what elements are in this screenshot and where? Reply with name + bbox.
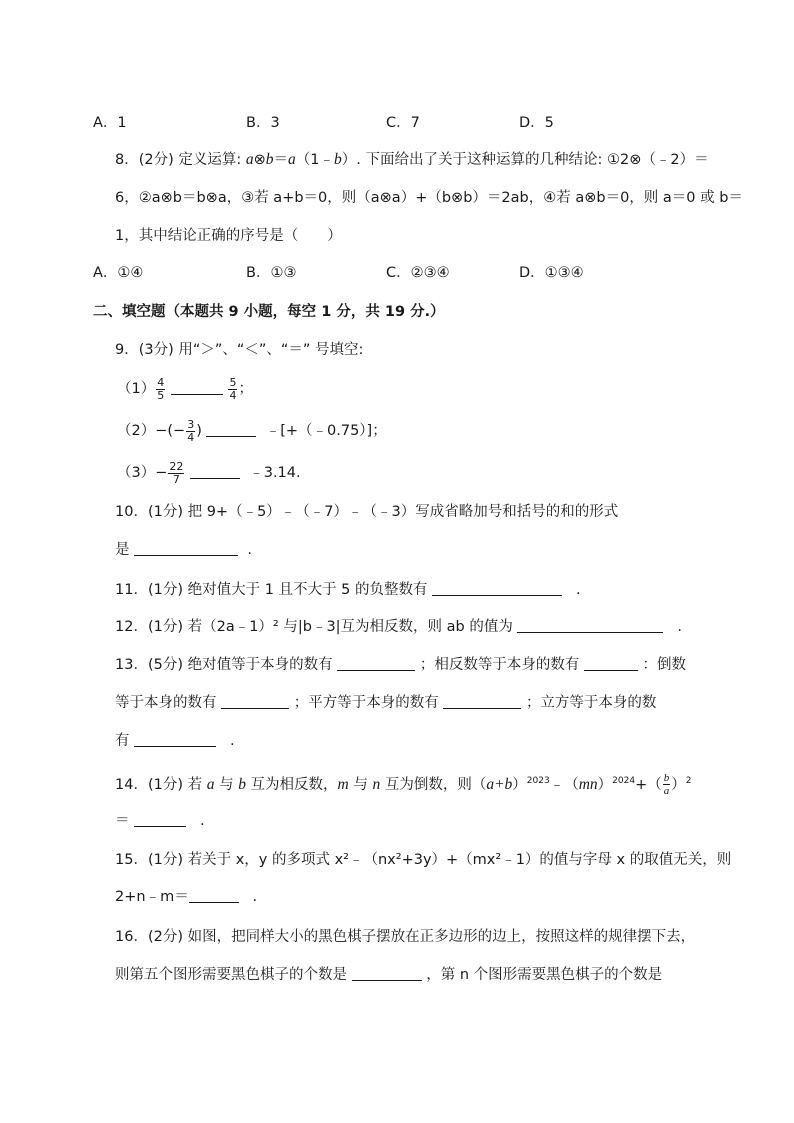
- q16-line1: 16．(2分) 如图，把同样大小的黑色棋子摆放在正多边形的边上，按照这样的规律摆下去，: [115, 929, 696, 945]
- q14-line2: ＝ .: [115, 813, 205, 829]
- q14-line1: 14．(1分) 若 a 与 b 互为相反数，m 与 n 互为倒数，则$(a+b)^{2023}﹣(mn)^{2024}+$（ $\frac{b}{a}$ ）$^2$: [115, 772, 692, 798]
- q9-part3: （3）− $\frac{22}{7}$ ﹣3.14.: [117, 459, 301, 486]
- q7-option-b: B．3: [246, 115, 280, 131]
- answer-blank[interactable]: [134, 541, 238, 556]
- q12-line: 12．(1分) 若（2a﹣1）² 与|b﹣3|互为相反数，则 ab 的值为 .: [115, 619, 682, 635]
- answer-blank[interactable]: [190, 464, 240, 479]
- fraction: $\frac{5}{4}$: [229, 375, 237, 402]
- q11-line: 11．(1分) 绝对值大于 1 且不大于 5 的负整数有 .: [115, 582, 581, 598]
- q10-line1: 10．(1分) 把 9+（﹣5）﹣（﹣7）﹣（﹣3）写成省略加号和括号的和的形式: [115, 504, 619, 520]
- q9-part2: （2）−(− $\frac{3}{4}$ ) ﹣[+（﹣0.75）]；: [117, 417, 387, 444]
- answer-blank[interactable]: [134, 732, 216, 747]
- answer-blank[interactable]: [432, 581, 562, 596]
- q15-line2: 2+n﹣m＝ .: [115, 889, 258, 905]
- q10-line2: 是 .: [115, 542, 252, 558]
- fraction: $\frac{4}{5}$: [157, 375, 165, 402]
- q8-option-a: A．①④: [93, 265, 144, 281]
- answer-blank[interactable]: [221, 694, 289, 709]
- q9-part1: （1） $\frac{4}{5}$ $\frac{5}{4}$ ；: [117, 375, 253, 402]
- q8-line2: 6，②a⊗b＝b⊗a，③若 a+b＝0，则（a⊗a）+（b⊗b）＝2ab，④若 a⊗b＝0，则 a＝0 或 b＝: [115, 190, 743, 206]
- answer-blank[interactable]: [443, 694, 521, 709]
- q7-option-a: A．1: [93, 115, 127, 131]
- answer-blank[interactable]: [517, 618, 663, 633]
- answer-blank[interactable]: [206, 422, 256, 437]
- q9-stem: 9．(3分) 用“＞”、“＜”、“＝” 号填空:: [115, 342, 364, 358]
- answer-blank[interactable]: [189, 888, 239, 903]
- q15-line1: 15．(1分) 若关于 x，y 的多项式 x²﹣（nx²+3y）+（mx²﹣1）的值与字母 x 的取值无关，则: [115, 852, 732, 868]
- q8-line3: 1，其中结论正确的序号是（ ）: [115, 228, 342, 244]
- q13-line2: 等于本身的数有 ；平方等于本身的数有 ；立方等于本身的数: [115, 695, 657, 711]
- q13-line3: 有 .: [115, 733, 235, 749]
- q8-option-c: C．②③④: [386, 265, 450, 281]
- fraction: $\frac{22}{7}$: [169, 459, 184, 486]
- q8-line1: 8．(2分) 定义运算: a⊗b＝a（1﹣b）. 下面给出了关于这种运算的几种结论: ①2⊗（﹣2）＝: [115, 151, 709, 168]
- answer-blank[interactable]: [134, 812, 186, 827]
- answer-blank[interactable]: [171, 380, 223, 395]
- q7-option-c: C．7: [386, 115, 420, 131]
- answer-blank[interactable]: [352, 966, 422, 981]
- q8-option-d: D．①③④: [519, 265, 584, 281]
- q7-option-d: D．5: [519, 115, 554, 131]
- answer-blank[interactable]: [337, 656, 415, 671]
- fraction: $\frac{3}{4}$: [187, 417, 195, 444]
- q13-line1: 13．(5分) 绝对值等于本身的数有 ；相反数等于本身的数有 ：倒数: [115, 657, 687, 673]
- fraction: $\frac{b}{a}$: [663, 772, 670, 798]
- q16-line2: 则第五个图形需要黑色棋子的个数是 ，第 n 个图形需要黑色棋子的个数是: [115, 967, 663, 983]
- answer-blank[interactable]: [584, 656, 638, 671]
- section-heading: 二、填空题（本题共 9 小题，每空 1 分，共 19 分.）: [93, 304, 445, 320]
- q8-option-b: B．①③: [246, 265, 297, 281]
